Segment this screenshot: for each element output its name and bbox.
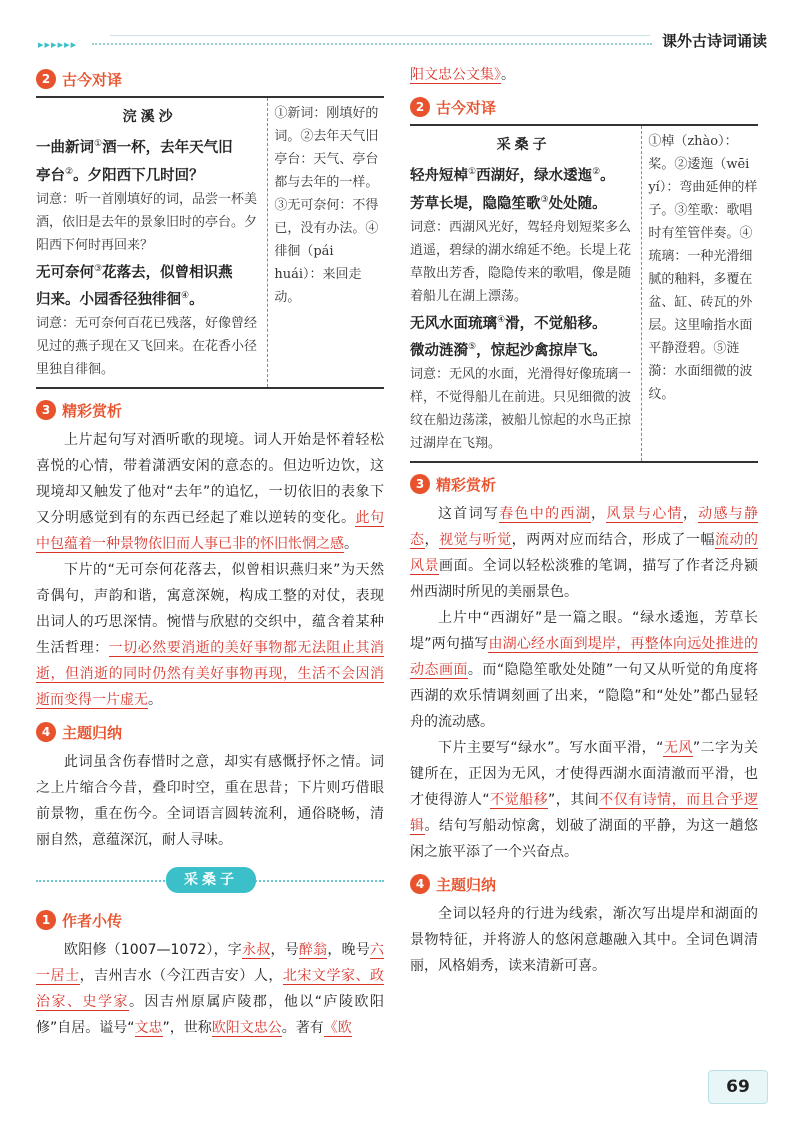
poem-line: 轻舟短棹①西湖好，绿水逶迤②。 <box>410 166 615 184</box>
section-theme-heading <box>410 871 758 897</box>
section-title: 精彩赏析 <box>62 401 123 420</box>
divider-title: 采桑子 <box>166 867 256 893</box>
leaf-badge-icon: 4 <box>410 874 430 894</box>
section-title: 精彩赏析 <box>436 475 497 494</box>
section-author-heading <box>36 907 384 933</box>
leaf-badge-icon: 3 <box>36 400 56 420</box>
leaf-badge-icon: 2 <box>36 69 56 89</box>
header-title: 课外古诗词诵读 <box>662 32 768 50</box>
section-title: 作者小传 <box>62 911 123 930</box>
paragraph: 下片的“无可奈何花落去，似曾相识燕归来”为天然奇偶句，声韵和谐，寓意深婉，构成工整的对仗，表现出词人的巧思深情。惋惜与欣慰的交织中，蕴含着某种生活哲理：一切必然要消逝的美好事物都无法阻止其消逝，但消逝的同时仍然有美好事物再现，生活不会因消逝而变得一片虚无。 <box>36 562 384 709</box>
left-column <box>36 62 384 1041</box>
leaf-badge-icon: 3 <box>410 474 430 494</box>
page-number: 69 <box>708 1070 768 1104</box>
section-theme-heading <box>36 719 384 745</box>
poem-line: 一曲新词①酒一杯，去年天气旧 <box>36 138 233 156</box>
poem-line: 芳草长堤，隐隐笙歌③处处随。 <box>410 194 607 212</box>
paragraph: 此词虽含伤春惜时之意，却实有感慨抒怀之情。词之上片缩合今昔，叠印时空，重在思昔；下片则巧借眼前景物，重在伤今。全词语言圆转流利，通俗晓畅，清丽自然，意蕴深沉，耐人寻味。 <box>36 754 384 849</box>
translation-text: 词意：无可奈何百花已残落，好像曾经见过的燕子现在又飞回来。在花香小径里独自徘徊。 <box>36 316 258 378</box>
page-header <box>0 0 800 70</box>
paragraph: 这首词写春色中的西湖，风景与心情，动感与静态，视觉与听觉，两两对应而结合，形成了一幅流动的风景画面。全词以轻松淡雅的笔调，描写了作者泛舟颍州西湖时所见的美丽景色。 <box>410 506 759 601</box>
leaf-badge-icon: 1 <box>36 910 56 930</box>
paragraph: 上片中“西湖好”是一篇之眼。“绿水逶迤，芳草长堤”两句描写由湖心经水面到堤岸，再整体向远处推进的动态画面。而“隐隐笙歌处处随”一句又从听觉的角度将西湖的欢乐情调刻画了出来，“隐隐”和“处处”都凸显轻舟的流动感。 <box>410 610 758 731</box>
poem-line: 无风水面琉璃④滑，不觉船移。 <box>410 314 607 332</box>
poem-title: 采桑子 <box>496 137 551 153</box>
paragraph: 欧阳修（1007—1072），字永叔，号醉翁，晚号六一居士，吉州吉水（今江西吉安）人，北宋文学家、政治家、史学家。因吉州原属庐陵郡，他以“庐陵欧阳修”自居。谥号“文忠”，世称欧阳文忠公。著有《欧 <box>36 942 385 1037</box>
poem-column <box>410 126 642 461</box>
poem-line: 微动涟漪⑤，惊起沙禽掠岸飞。 <box>410 342 607 360</box>
notes-column: ①新词：刚填好的词。②去年天气旧亭台：天气、亭台都与去年的一样。③无可奈何：不得已，没有办法。④徘徊（pái huái）：来回走动。 <box>274 106 379 305</box>
poem-table <box>36 96 384 389</box>
section-title: 主题归纳 <box>436 875 497 894</box>
poem-line: 归来。小园香径独徘徊④。 <box>36 291 204 309</box>
section-title: 古今对译 <box>62 70 123 89</box>
translation-text: 词意：无风的水面，光滑得好像琉璃一样，不觉得船儿在前进。只见细微的波纹在船边荡漾，被船儿惊起的水鸟正掠过湖岸在飞翔。 <box>410 367 632 452</box>
poem-divider <box>36 861 384 901</box>
section-translation-heading <box>36 66 384 92</box>
leaf-badge-icon: 2 <box>410 97 430 117</box>
leaf-badge-icon: 4 <box>36 722 56 742</box>
poem-line: 无可奈何③花落去，似曾相识燕 <box>36 263 233 281</box>
section-title: 主题归纳 <box>62 723 123 742</box>
poem-table <box>410 124 758 463</box>
poem-line: 亭台②。夕阳西下几时回？ <box>36 166 204 184</box>
header-arrows: ▸▸▸▸▸▸ <box>38 38 78 51</box>
paragraph: 下片主要写“绿水”。写水面平滑，“无风”二字为关键所在，正因为无风，才使得西湖水面清澈而平滑，也才使得游人“不觉船移”，其间不仅有诗情，而且合乎逻辑。结句写船动惊禽，划破了湖面的平静，为这一趟悠闲之旅平添了一个兴奋点。 <box>410 740 759 861</box>
paragraph-continuation: 阳文忠公文集》。 <box>410 67 515 83</box>
right-column <box>410 62 758 979</box>
section-title: 古今对译 <box>436 98 497 117</box>
translation-text: 词意：西湖风光好，驾轻舟划短桨多么逍遥，碧绿的湖水绵延不绝。长堤上花草散出芳香，隐隐传来的歌唱，像是随着船儿在湖上漂荡。 <box>410 219 632 304</box>
poem-title: 浣溪沙 <box>122 109 177 125</box>
notes-column: ①棹（zhào）：桨。②逶迤（wēi yí）：弯曲延伸的样子。③笙歌：歌唱时有笙管伴奏。④琉璃：一种光滑细腻的釉料，多覆在盆、缸、砖瓦的外层。这里喻指水面平静澄碧。⑤涟漪：水面细微的波纹。 <box>648 134 758 402</box>
paragraph: 上片起句写对酒听歌的现境。词人开始是怀着轻松喜悦的心情，带着潇洒安闲的意态的。但边听边饮，这现境却又触发了他对“去年”的追忆，一切依旧的表象下又分明感觉到有的东西已经起了难以逆转的变化。此句中包蕴着一种景物依旧而人事已非的怀旧怅惘之感。 <box>36 432 385 553</box>
header-dotted-rule <box>92 43 652 45</box>
section-appreciation-heading <box>36 397 384 423</box>
poem-column <box>36 98 268 387</box>
section-translation-heading <box>410 94 758 120</box>
header-rule <box>110 35 650 36</box>
section-appreciation-heading <box>410 471 758 497</box>
translation-text: 词意：听一首刚填好的词，品尝一杯美酒，依旧是去年的景象旧时的亭台。夕阳西下何时再回来？ <box>36 191 258 253</box>
paragraph: 全词以轻舟的行进为线索，渐次写出堤岸和湖面的景物特征，并将游人的悠闲意趣融入其中。全词色调清丽，风格娟秀，读来清新可喜。 <box>410 906 758 975</box>
